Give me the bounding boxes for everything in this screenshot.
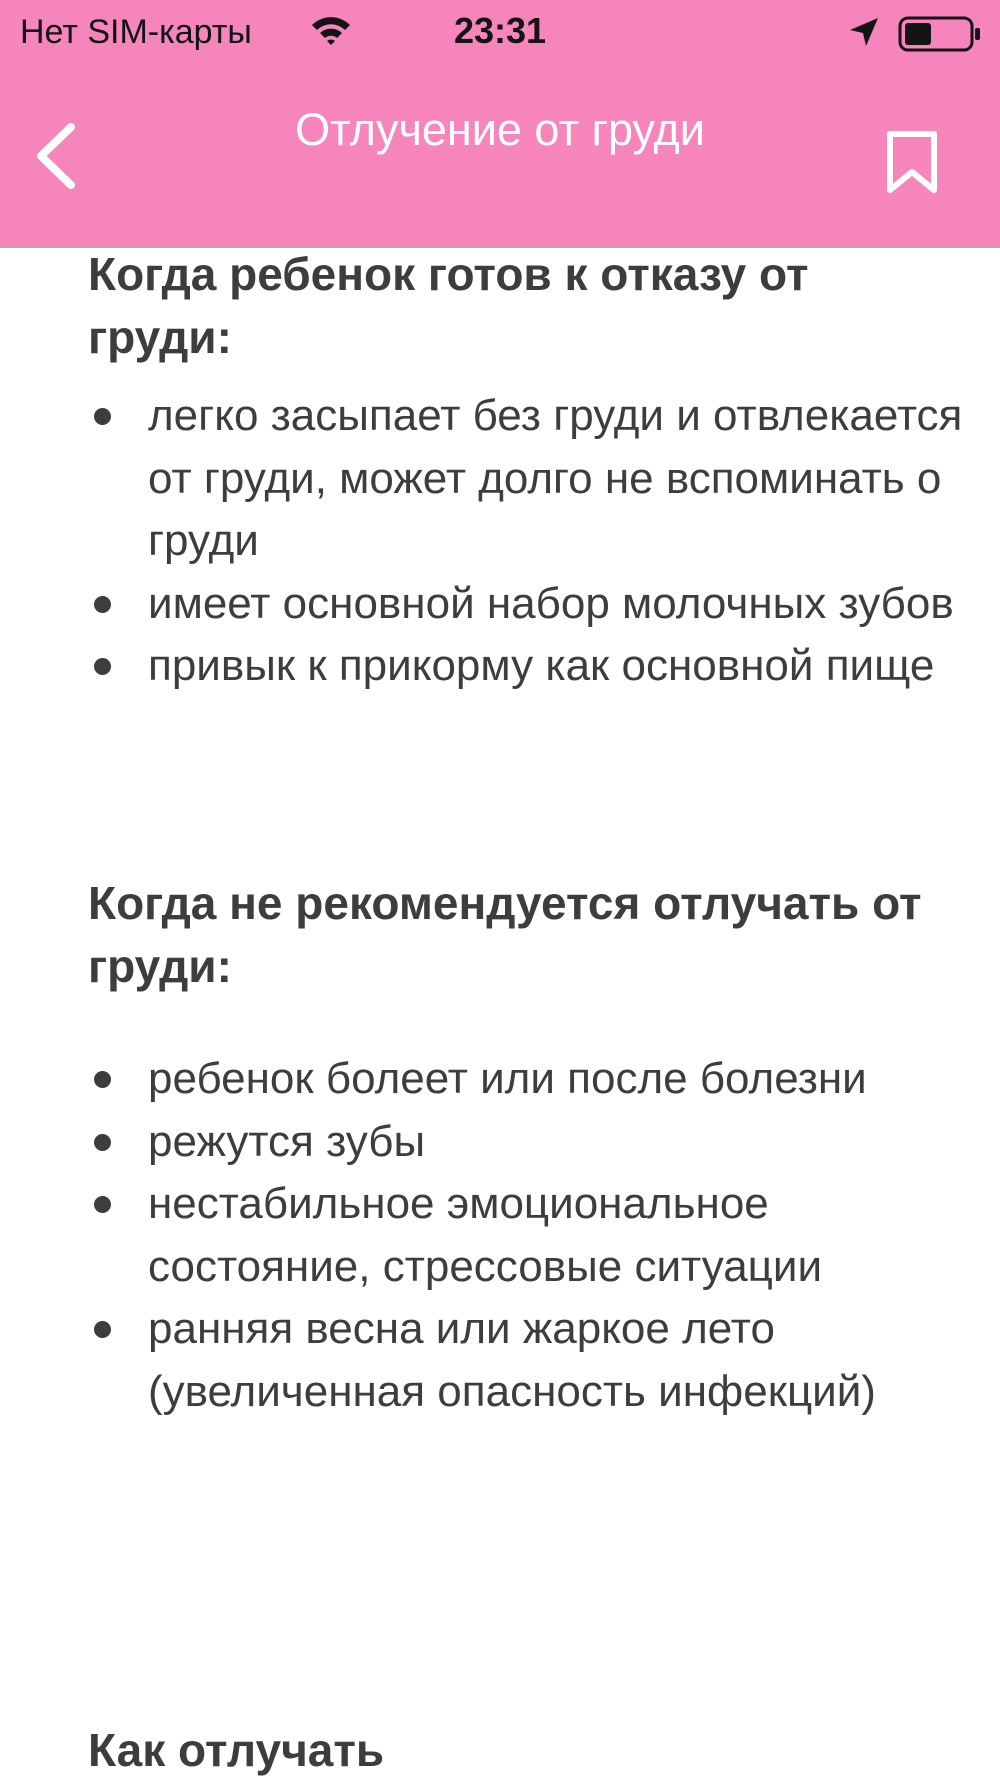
bullet-dot	[94, 1071, 111, 1088]
bookmark-icon	[885, 129, 939, 195]
list-item-text: легко засыпает без груди и отвлекается от груди, может долго не вспоминать о груди	[148, 391, 963, 565]
list-item	[88, 1048, 968, 1111]
section-heading-how: Как отлучать	[88, 1724, 385, 1776]
list-item	[88, 1111, 968, 1174]
list-item-text: ранняя весна или жаркое лето (увеличенная опасность инфекций)	[148, 1304, 876, 1416]
list-item	[88, 635, 968, 698]
section-heading-ready: Когда ребенок готов к отказу от груди:	[88, 248, 809, 363]
location-arrow-icon	[848, 16, 880, 48]
list-item-text: режутся зубы	[148, 1116, 426, 1166]
bullet-dot	[94, 408, 111, 425]
nav-bar	[0, 66, 1000, 248]
chevron-left-icon	[33, 121, 77, 191]
battery-icon	[898, 16, 982, 52]
list-item-text: привык к прикорму как основной пище	[148, 641, 935, 690]
clock: 23:31	[453, 10, 547, 51]
bullet-dot	[94, 1196, 111, 1213]
list-not-recommended	[88, 1048, 968, 1423]
list-item-text: нестабильное эмоциональное состояние, стрессовые ситуации	[148, 1179, 823, 1291]
back-button[interactable]	[10, 106, 100, 206]
list-item	[88, 1298, 968, 1423]
page-title: Отлучение от груди	[295, 104, 705, 155]
carrier-label: Нет SIM-карты	[20, 13, 252, 51]
bullet-dot	[94, 596, 111, 613]
list-item	[88, 385, 968, 573]
article-content[interactable]	[0, 248, 1000, 1778]
status-bar	[0, 0, 1000, 66]
list-ready	[88, 385, 968, 698]
bullet-dot	[94, 1134, 111, 1151]
list-item	[88, 1173, 968, 1298]
bookmark-button[interactable]	[870, 112, 954, 212]
list-item-text: ребенок болеет или после болезни	[148, 1054, 867, 1103]
bullet-dot	[94, 1321, 111, 1338]
bullet-dot	[94, 658, 111, 675]
section-heading-not-recommended: Когда не рекомендуется отлучать от груди:	[88, 877, 922, 992]
list-item-text: имеет основной набор молочных зубов	[148, 578, 954, 628]
list-item	[88, 573, 968, 636]
